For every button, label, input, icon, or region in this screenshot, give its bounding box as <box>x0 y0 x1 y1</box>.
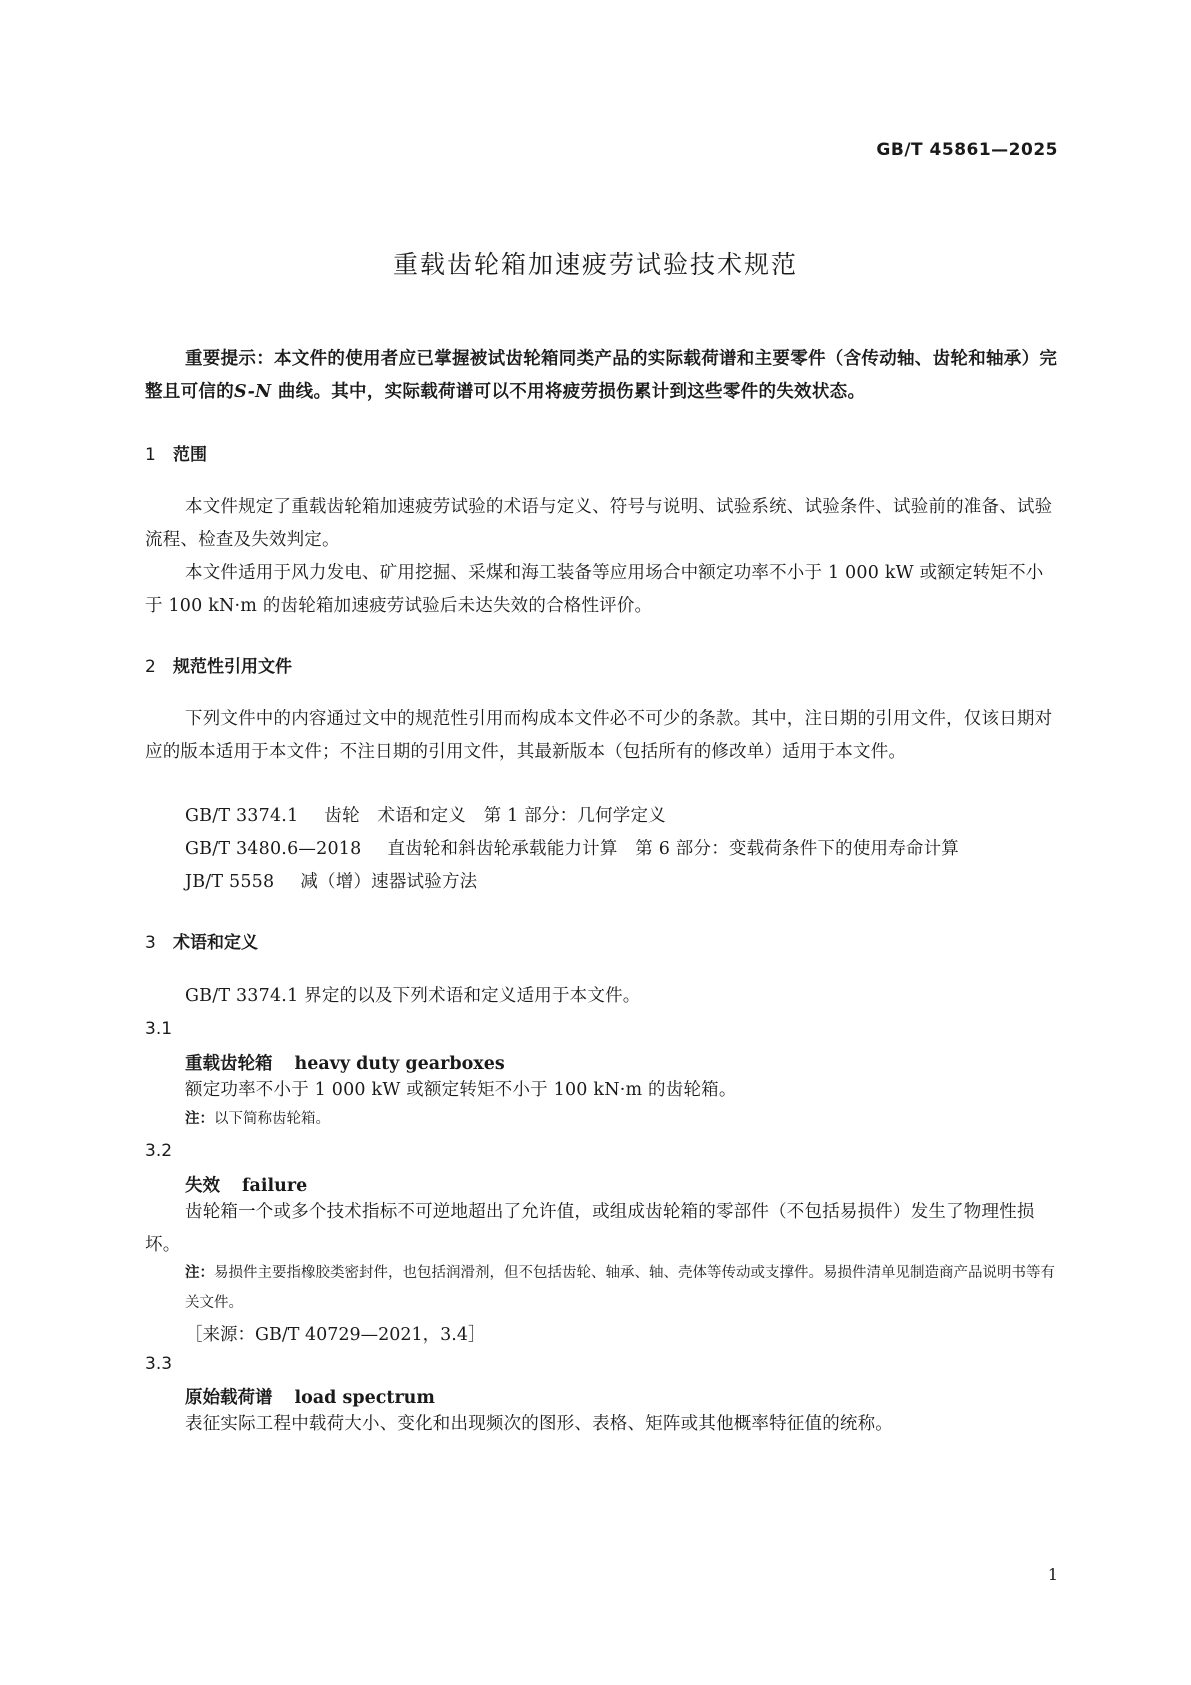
normative-intro: 下列文件中的内容通过文中的规范性引用而构成本文件必不可少的条款。其中，注日期的引用文件，仅该日期对应的版本适用于本文件；不注日期的引用文件，其最新版本（包括所有的修改单）适用于本文件。 <box>145 709 1053 762</box>
term-english: load spectrum <box>294 1388 435 1408</box>
notice-text-2: 曲线。其中，实际载荷谱可以不用将疲劳损伤累计到这些零件的失效状态。 <box>271 382 866 402</box>
term-number: 3.1 <box>145 1019 173 1039</box>
important-notice <box>145 343 1060 409</box>
term-heading <box>185 1384 435 1409</box>
term-source: ［来源：GB/T 40729—2021，3.4］ <box>185 1325 486 1345</box>
term-chinese: 原始载荷谱 <box>185 1388 273 1408</box>
term-chinese: 重载齿轮箱 <box>185 1054 273 1074</box>
reference-code: GB/T 3480.6—2018 <box>185 839 362 859</box>
standard-number: GB/T 45861—2025 <box>876 140 1058 160</box>
reference-item <box>185 868 477 893</box>
terms-intro: GB/T 3374.1 界定的以及下列术语和定义适用于本文件。 <box>185 986 641 1006</box>
note-label: 注： <box>185 1111 214 1127</box>
term-definition: 表征实际工程中载荷大小、变化和出现频次的图形、表格、矩阵或其他概率特征值的统称。 <box>185 1414 893 1434</box>
term-english: heavy duty gearboxes <box>294 1054 505 1074</box>
document-title: 重载齿轮箱加速疲劳试验技术规范 <box>392 250 798 279</box>
reference-title: 减（增）速器试验方法 <box>300 872 478 892</box>
section-heading-terms <box>145 928 258 953</box>
term-number: 3.2 <box>145 1141 173 1161</box>
section-number: 3 <box>145 933 156 953</box>
note-text: 易损件主要指橡胶类密封件，也包括润滑剂，但不包括齿轮、轴承、轴、壳体等传动或支撑件。易损件清单见制造商产品说明书等有关文件。 <box>185 1265 1055 1311</box>
section-heading-scope <box>145 440 207 465</box>
section-title: 规范性引用文件 <box>173 657 292 677</box>
notice-sn-curve: S-N <box>234 382 272 402</box>
term-note <box>185 1104 1065 1134</box>
scope-paragraph-1: 本文件规定了重载齿轮箱加速疲劳试验的术语与定义、符号与说明、试验系统、试验条件、试验前的准备、试验流程、检查及失效判定。 <box>145 497 1053 550</box>
note-label: 注： <box>185 1265 214 1281</box>
term-heading <box>185 1050 505 1075</box>
page-number: 1 <box>1047 1565 1058 1584</box>
term-english: failure <box>242 1176 308 1196</box>
notice-text-1: 重要提示：本文件的使用者应已掌握被试齿轮箱同类产品的实际载荷谱和主要零件（含传动轴、齿轮和轴承）完整且可信的 <box>145 349 1058 402</box>
reference-title: 直齿轮和斜齿轮承载能力计算 第 6 部分：变载荷条件下的使用寿命计算 <box>387 839 960 859</box>
reference-title: 齿轮 术语和定义 第 1 部分：几何学定义 <box>324 806 666 826</box>
term-note <box>185 1258 1065 1318</box>
scope-paragraph-2: 本文件适用于风力发电、矿用挖掘、采煤和海工装备等应用场合中额定功率不小于 1 000 kW 或额定转矩不小于 100 kN·m 的齿轮箱加速疲劳试验后未达失效的合格性评价。 <box>145 563 1044 616</box>
section-title: 范围 <box>173 445 207 465</box>
section-number: 1 <box>145 445 156 465</box>
term-number: 3.3 <box>145 1354 173 1374</box>
term-definition: 齿轮箱一个或多个技术指标不可逆地超出了允许值，或组成齿轮箱的零部件（不包括易损件）发生了物理性损坏。 <box>145 1202 1035 1255</box>
section-number: 2 <box>145 657 156 677</box>
term-chinese: 失效 <box>185 1176 220 1196</box>
term-heading <box>185 1172 307 1197</box>
section-heading-normative-references <box>145 652 292 677</box>
section-title: 术语和定义 <box>173 933 258 953</box>
term-definition: 额定功率不小于 1 000 kW 或额定转矩不小于 100 kN·m 的齿轮箱。 <box>185 1080 737 1100</box>
reference-item <box>185 835 959 860</box>
reference-item <box>185 802 666 827</box>
reference-code: JB/T 5558 <box>185 872 275 892</box>
reference-code: GB/T 3374.1 <box>185 806 299 826</box>
note-text: 以下简称齿轮箱。 <box>214 1111 330 1127</box>
